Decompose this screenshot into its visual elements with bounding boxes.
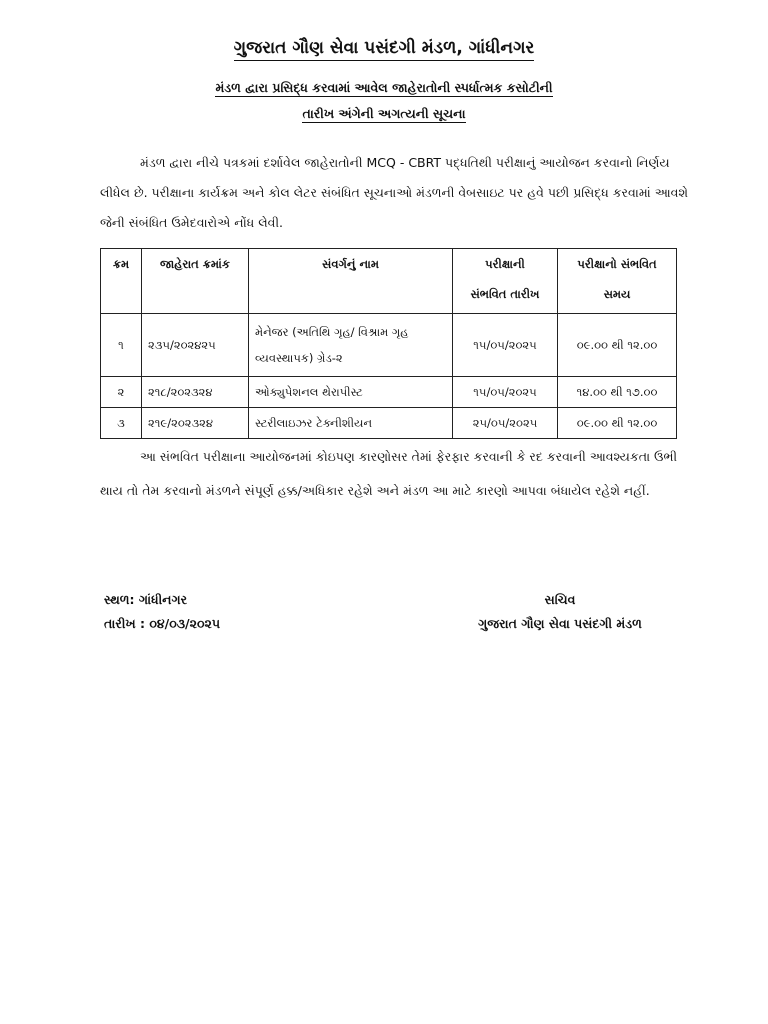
footer-left <box>104 588 220 636</box>
note-paragraph: આ સંભવિત પરીક્ષાના આયોજનમાં કોઇપણ કારણોસર તેમાં ફેરફાર કરવાની કે રદ કરવાની આવશ્યકતા ઉભી થાય તો તેમ કરવાનો મંડળને સંપૂર્ણ હક્ક/અધિકાર રહેશે અને મંડળ આ માટે કારણો આપવા બંધાયેલ રહેશે નહીં. <box>100 449 678 498</box>
row-exam-date: ૧૫/૦૫/૨૦૨૫ <box>453 377 558 408</box>
table-row <box>101 408 677 439</box>
header-num: ક્રમ <box>101 249 142 314</box>
intro-paragraph: મંડળ દ્વારા નીચે પત્રકમાં દર્શાવેલ જાહેરાતોની MCQ - CBRT પદ્ધતિથી પરીક્ષાનું આયોજન કરવાનો નિર્ણય લીધેલ છે. પરીક્ષાના કાર્યક્રમ અને કોલ લેટર સંબંધિત સૂચનાઓ મંડળની વેબસાઇટ પર હવે પછી પ્રસિદ્ધ કરવામાં આવશે જેની સંબંધિત ઉમેદવારોએ નોંધ લેવી. <box>100 155 689 230</box>
header-exam-time: પરીક્ષાનો સંભવિત સમય <box>558 249 677 314</box>
table-row <box>101 314 677 377</box>
row-num: ૧ <box>101 314 142 377</box>
row-adv-number: ૨૧૮/૨૦૨૩૨૪ <box>142 377 249 408</box>
row-adv-number: ૨૧૯/૨૦૨૩૨૪ <box>142 408 249 439</box>
row-adv-number: ૨૩૫/૨૦૨૪૨૫ <box>142 314 249 377</box>
signatory-title: સચિવ <box>544 592 576 607</box>
header-exam-date: પરીક્ષાની સંભવિત તારીખ <box>453 249 558 314</box>
table-row <box>101 377 677 408</box>
date-label: તારીખ : ૦૪/૦૩/૨૦૨૫ <box>104 616 221 631</box>
row-post-name: ઓક્યુપેશનલ થેરાપીસ્ટ <box>249 377 453 408</box>
title-text: ગુજરાત ગૌણ સેવા પસંદગી મંડળ, ગાંધીનગર <box>234 38 535 61</box>
exam-schedule-table <box>100 248 677 439</box>
row-exam-time: ૦૯.૦૦ થી ૧૨.૦૦ <box>558 408 677 439</box>
page-title <box>0 38 768 58</box>
footer-right <box>460 588 660 636</box>
subtitle-line-2: તારીખ અંગેની અગત્યની સૂચના <box>302 106 466 121</box>
signatory-org: ગુજરાત ગૌણ સેવા પસંદગી મંડળ <box>478 616 642 631</box>
row-exam-time: ૦૯.૦૦ થી ૧૨.૦૦ <box>558 314 677 377</box>
row-post-name: સ્ટરીલાઇઝર ટેક્નીશીયન <box>249 408 453 439</box>
table-header-row <box>101 249 677 314</box>
header-adv-number: જાહેરાત ક્રમાંક <box>142 249 249 314</box>
row-exam-date: ૨૫/૦૫/૨૦૨૫ <box>453 408 558 439</box>
row-exam-date: ૧૫/૦૫/૨૦૨૫ <box>453 314 558 377</box>
row-num: ૨ <box>101 377 142 408</box>
subtitle-line-1: મંડળ દ્વારા પ્રસિદ્ધ કરવામાં આવેલ જાહેરાતોની સ્પર્ધાત્મક કસોટીની <box>215 80 553 95</box>
row-num: ૩ <box>101 408 142 439</box>
place-label: સ્થળ: ગાંધીનગર <box>104 592 188 607</box>
row-post-name: મેનેજર (અતિથિ ગૃહ/ વિશ્રામ ગૃહ વ્યવસ્થાપક) ગ્રેડ-૨ <box>249 314 453 377</box>
header-post-name: સંવર્ગનું નામ <box>249 249 453 314</box>
row-exam-time: ૧૪.૦૦ થી ૧૭.૦૦ <box>558 377 677 408</box>
